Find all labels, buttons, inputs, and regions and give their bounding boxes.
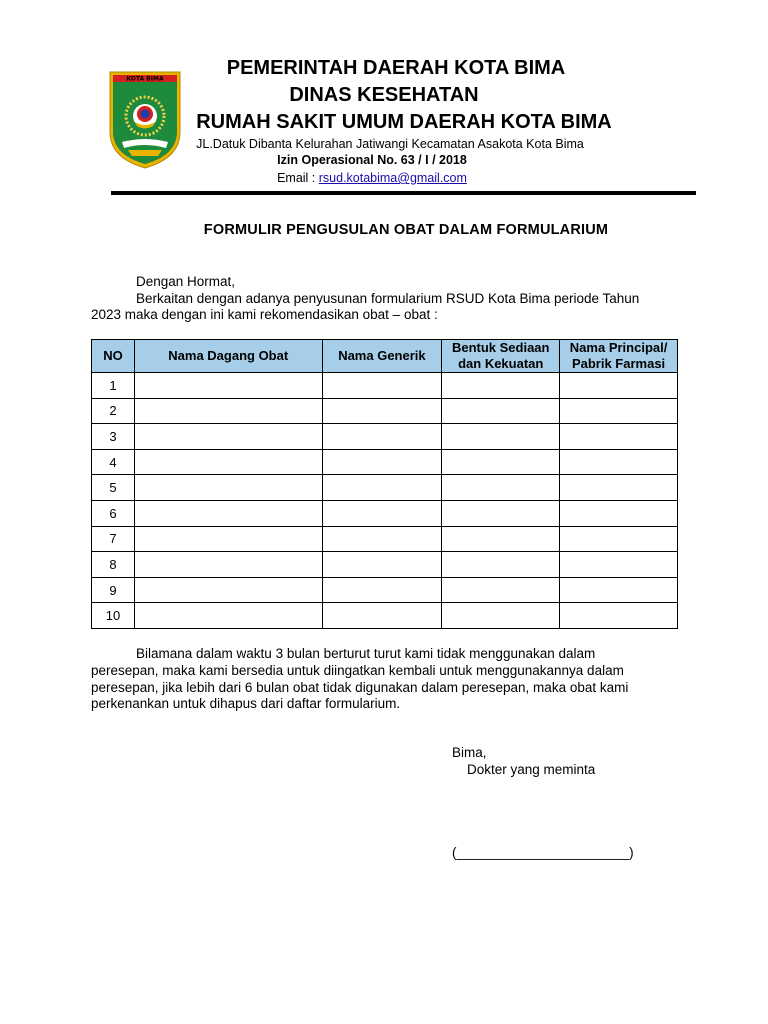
cell-dosage-form[interactable] [442,373,560,399]
header-department: DINAS KESEHATAN [289,84,479,106]
cell-dosage-form[interactable] [442,475,560,501]
cell-generic-name[interactable] [322,603,442,629]
cell-principal[interactable] [560,373,678,399]
table-row [92,552,678,578]
row-number: 7 [92,526,135,552]
cell-dosage-form[interactable] [442,577,560,603]
cell-principal[interactable] [560,424,678,450]
greeting: Dengan Hormat, [136,274,236,289]
form-title: FORMULIR PENGUSULAN OBAT DALAM FORMULARIUM [203,222,609,238]
cell-principal[interactable] [560,526,678,552]
col-principal [560,340,678,373]
row-number: 1 [92,373,135,399]
table-row [92,475,678,501]
table-row [92,526,678,552]
cell-generic-name[interactable] [322,424,442,450]
kota-bima-emblem [108,70,182,170]
cell-trade-name[interactable] [134,552,322,578]
cell-dosage-form[interactable] [442,398,560,424]
table-row [92,373,678,399]
table-header-row [92,340,678,373]
cell-trade-name[interactable] [134,577,322,603]
cell-dosage-form[interactable] [442,500,560,526]
col-generic-name: Nama Generik [322,340,442,373]
cell-trade-name[interactable] [134,475,322,501]
row-number: 8 [92,552,135,578]
cell-dosage-form[interactable] [442,449,560,475]
cell-principal[interactable] [560,603,678,629]
cell-generic-name[interactable] [322,577,442,603]
row-number: 2 [92,398,135,424]
row-number: 3 [92,424,135,450]
closing-line-4: perkenankan untuk dihapus dari daftar formularium. [91,696,401,711]
cell-trade-name[interactable] [134,603,322,629]
intro-line-2: 2023 maka dengan ini kami rekomendasikan obat – obat : [91,307,438,322]
cell-principal[interactable] [560,398,678,424]
col-trade-name: Nama Dagang Obat [134,340,322,373]
signature-blank: (_______________________) [452,845,634,860]
signature-role: Dokter yang meminta [467,762,596,777]
cell-dosage-form[interactable] [442,424,560,450]
row-number: 5 [92,475,135,501]
email-link[interactable]: rsud.kotabima@gmail.com [318,171,467,185]
col-principal-line-2: Pabrik Farmasi [571,356,666,371]
email-label: Email : [277,171,319,185]
table-row [92,577,678,603]
cell-trade-name[interactable] [134,398,322,424]
closing-line-1: Bilamana dalam waktu 3 bulan berturut turut kami tidak menggunakan dalam [136,646,596,661]
col-dosage-form-line-1: Bentuk Sediaan [451,340,550,355]
cell-generic-name[interactable] [322,398,442,424]
row-number: 4 [92,449,135,475]
cell-dosage-form[interactable] [442,552,560,578]
cell-generic-name[interactable] [322,475,442,501]
row-number: 10 [92,603,135,629]
cell-generic-name[interactable] [322,449,442,475]
table-row [92,500,678,526]
intro-line-1: Berkaitan dengan adanya penyusunan formularium RSUD Kota Bima periode Tahun [136,291,640,306]
signature-place: Bima, [452,745,487,760]
cell-trade-name[interactable] [134,526,322,552]
cell-trade-name[interactable] [134,449,322,475]
col-dosage-form [442,340,560,373]
header-permit: Izin Operasional No. 63 / I / 2018 [277,153,467,167]
header-government: PEMERINTAH DAERAH KOTA BIMA [226,57,566,79]
col-principal-line-1: Nama Principal/ [569,340,668,355]
cell-principal[interactable] [560,577,678,603]
cell-generic-name[interactable] [322,526,442,552]
cell-trade-name[interactable] [134,500,322,526]
closing-line-2: peresepan, maka kami bersedia untuk diingatkan kembali untuk menggunakannya dalam [91,663,624,678]
cell-trade-name[interactable] [134,373,322,399]
cell-principal[interactable] [560,500,678,526]
table-row [92,424,678,450]
cell-generic-name[interactable] [322,500,442,526]
drug-proposal-table [91,339,678,629]
table-row [92,398,678,424]
header-hospital: RUMAH SAKIT UMUM DAERAH KOTA BIMA [196,111,612,133]
closing-line-3: peresepan, jika lebih dari 6 bulan obat tidak digunakan dalam peresepan, maka obat kami [91,680,629,695]
header-divider [111,191,696,195]
header-address: JL.Datuk Dibanta Kelurahan Jatiwangi Kecamatan Asakota Kota Bima [196,137,584,151]
row-number: 6 [92,500,135,526]
cell-principal[interactable] [560,475,678,501]
cell-dosage-form[interactable] [442,526,560,552]
cell-dosage-form[interactable] [442,603,560,629]
logo-text: KOTA BIMA [126,75,164,83]
table-row [92,449,678,475]
col-dosage-form-line-2: dan Kekuatan [458,356,544,371]
cell-principal[interactable] [560,552,678,578]
cell-generic-name[interactable] [322,373,442,399]
header-email [190,171,554,185]
col-no: NO [92,340,135,373]
row-number: 9 [92,577,135,603]
table-row [92,603,678,629]
cell-generic-name[interactable] [322,552,442,578]
cell-principal[interactable] [560,449,678,475]
cell-trade-name[interactable] [134,424,322,450]
